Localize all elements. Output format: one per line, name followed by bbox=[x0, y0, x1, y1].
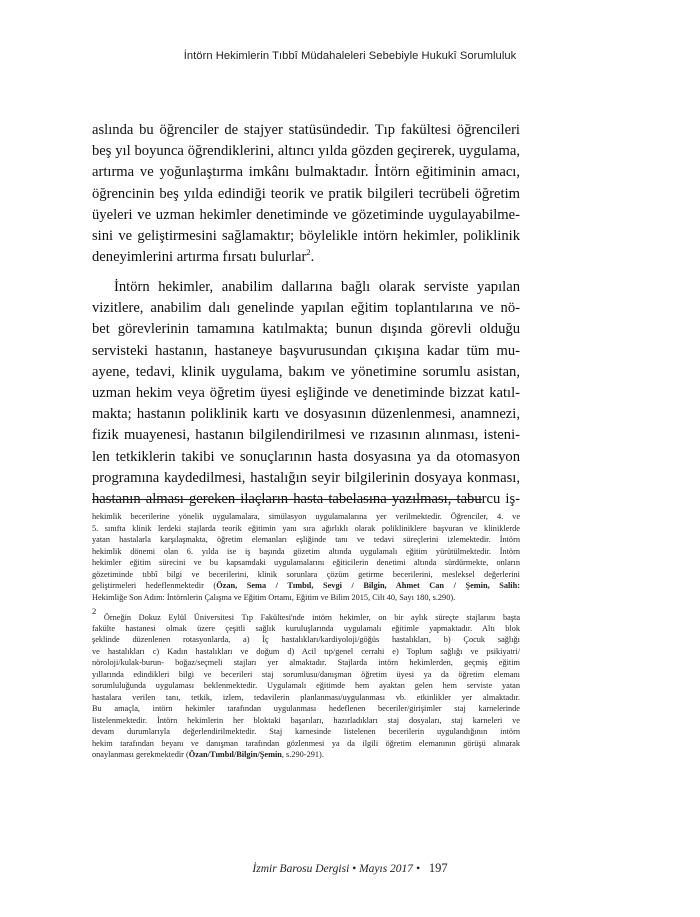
footnote-divider bbox=[92, 499, 482, 500]
footnote-line bbox=[92, 580, 520, 592]
footnote-line: Hekimliğe Son Adım: İntörnlerin Çalışma ve Eğitim Ortamı, Eğitim ve Bilim 2015, Cilt 40, Sayı 180, s.290). bbox=[92, 592, 456, 602]
issue-date: Mayıs 2017 bbox=[359, 863, 414, 875]
footnote-line: hekimlik dönemi olan 6. yılda ise iş başında gözetim altında uygulamalı eğitim yürütülmektedir. İntörn bbox=[92, 546, 520, 556]
text-line: fizik muayenesi, hastanın bilgilendirilmesi ve rızasının alınması, isteni- bbox=[92, 427, 520, 444]
footnote-line: yıllarında edindikleri bilgi ve becerileri staj sorumlusu/danışman öğretim üyesi ya da öğretim elemanı bbox=[92, 669, 520, 679]
footnote-1-continuation bbox=[92, 511, 520, 603]
footnote-line: hekimler eğitim sürecini ve bu kapsamdaki uygulamalarını eğiticilerin denetimi altında sürdürmekte, onların bbox=[92, 558, 520, 567]
footnote-line: hekimlik becerilerine yönelik uygulamalara, simülasyon uygulamalarına yer verilmektedir. Öğrenciler, 4. ve bbox=[92, 512, 520, 521]
text-line: aslında bu öğrenciler de stajyer statüsündedir. Tıp fakültesi öğrencileri bbox=[92, 122, 520, 138]
footnote-line: Bu amaçla, intörn hekimler tarafından uygulanması hedeflenen beceriler/girişimler staj karnelerinde bbox=[92, 704, 520, 713]
citation-authors: Özan/Tımbıl/Bilgin/Şemin bbox=[188, 750, 282, 759]
footnote-line: sorumluluğunda uygulaması beklenmektedir. Uygulamalı eğitimde hem ayaktan gelen hem serviste yatan bbox=[92, 681, 520, 690]
footnote-number: 2 bbox=[92, 606, 97, 616]
footnote-line: 5. sınıfta klinik lerdeki stajlarda teorik eğitimin yanı sıra ağırlıklı olarak polikliniklere başvuran ve kliniklerde bbox=[92, 523, 520, 533]
footnote-text: Örneğin Dokuz Eylül Üniversitesi Tıp Fakültesi'nde intörn hekimler, on bir aylık süreçte stajlarını başta bbox=[103, 613, 520, 622]
footnote-line: devam durumlarıyla değerlendirilmektedir. Staj karnesinde listelenen becerilerin uygulandığının intörn bbox=[92, 727, 520, 736]
footnote-text: geliştirmeleri hedeflenmektedir ( bbox=[92, 581, 217, 590]
footnote-line: gözetiminde tıbbî bilgi ve becerilerini, klinik sorunlara çözüm getirme becerilerini, mesleksel değerlerini bbox=[92, 569, 520, 579]
footnote-line: nöroloji/kulak-burun- boğaz/seçmeli stajları yer almaktadır. Stajlarda intörn hekimlerden, geçmiş eğitim bbox=[92, 658, 520, 667]
separator-bullet: • bbox=[352, 863, 357, 875]
text-line: uzman hekim veya öğretim üyesi eşliğinde ve denetiminde bizzat katıl- bbox=[92, 384, 520, 401]
citation-authors: Özan, Sema / Tımbıl, Sevgi / Bilgin, Ahmet Can / Şemin, Salih: bbox=[216, 581, 520, 590]
text-line: servisteki hastanın, hastaneye başvurusundan çıkışına kadar tüm mu- bbox=[92, 342, 520, 359]
footnote-ref[interactable]: 2 bbox=[306, 247, 311, 258]
text-line: öğrencinin beş yılda edindiği teorik ve pratik bilgileri tecrübeli öğretim bbox=[92, 185, 520, 202]
footnote-line bbox=[92, 749, 520, 761]
footnote-2 bbox=[92, 606, 520, 761]
text-line: İntörn hekimler, anabilim dallarına bağlı olarak serviste yapılan bbox=[114, 279, 520, 295]
footnote-line: şeklinde düzenlenen rotasyonlarda, a) İç hastalıkları/kardiyoloji/göğüs hastalıkları, b) Çocuk sağlığı bbox=[92, 635, 520, 644]
text-line bbox=[92, 247, 520, 268]
text-line: sini ve geliştirmesini sağlamaktır; böylelikle intörn hekimler, poliklinik bbox=[92, 227, 520, 244]
text-line: beş yıl boyunca öğrendiklerini, altıncı yılda gözden geçirerek, uygulama, bbox=[92, 143, 520, 160]
text-line: vizitlere, anabilim dalı genelinde yapılan eğitim toplantılarına ve nö- bbox=[92, 300, 520, 317]
footnote-text: onaylanması gerekmektedir ( bbox=[92, 750, 189, 759]
text-line: bet görevlerinin tamamına katılmakta; bunun dışında görevli olduğu bbox=[92, 321, 520, 338]
separator-bullet: • bbox=[415, 863, 420, 875]
running-head: İntörn Hekimlerin Tıbbî Müdahaleleri Sebebiyle Hukukî Sorumluluk bbox=[183, 50, 517, 62]
text-line: hastanın alması gereken ilaçların hasta tabelasına yazılması, taburcu iş- bbox=[92, 490, 520, 507]
journal-name: İzmir Barosu Dergisi bbox=[252, 863, 350, 875]
footnote-line: listelenmektedir. İntörn hekimlerin her bloktaki başarıları, hazırladıkları staj dosyaları, staj karneleri ve bbox=[92, 715, 520, 725]
text-line: artırma ve yoğunlaştırma imkânı bulmaktadır. İntörn eğitiminin amacı, bbox=[92, 164, 520, 181]
footnote-line: yatan hastalarla karşılaşmakta, öğretim elemanları eşliğinde tanı ve tedavi süreçlerini izlemektedir. İntörn bbox=[92, 535, 520, 544]
paragraph-1 bbox=[92, 120, 520, 268]
footnote-line: ve hastalıkları c) Kadın hastalıkları ve doğum d) Acil tıp/genel cerrahi e) Toplum sağlığı ve psikiyatri/ bbox=[92, 646, 520, 656]
citation-pages: , s.290-291). bbox=[281, 750, 324, 759]
footnote-line: fakülte hastanesi olmak üzere çeşitli sağlık kuruluşlarında uygulamalı eğitimle yapmaktadır. Altı blok bbox=[92, 623, 520, 633]
footnote-line: hekim tarafından beyanı ve danışman tarafından gözlenmesi ya da ilgili öğretim elemanının görüşü alınarak bbox=[92, 738, 520, 748]
page-number: 197 bbox=[428, 861, 448, 875]
page-footer bbox=[200, 861, 500, 876]
text-line: len tetkiklerin takibi ve sonuçlarının hasta dosyasına ya da otomasyon bbox=[92, 448, 520, 465]
text-line: ayene, tedavi, klinik uygulama, bakım ve yönetimine sorumlu asistan, bbox=[92, 363, 520, 380]
footnote-line bbox=[92, 606, 520, 623]
footnote-line: hastalara verilen tanı, tetkik, izlem, tedavilerin planlanması/uygulanması vb. etkinlikler yer almaktadır. bbox=[92, 692, 520, 702]
paragraph-2 bbox=[92, 277, 520, 510]
text-line: üyeleri ve uzman hekimler denetiminde ve gözetiminde uygulayabilme- bbox=[92, 206, 520, 223]
footnotes bbox=[92, 511, 520, 761]
text-line-content: deneyimlerini artırma fırsatı bulurlar bbox=[92, 249, 307, 266]
sentence-end: . bbox=[310, 249, 315, 266]
text-line: makta; hastanın poliklinik kartı ve dosyasının düzenlenmesi, anamnezi, bbox=[92, 406, 520, 423]
text-line: programına kaydedilmesi, hastalığın seyir bilgilerinin dosyaya konması, bbox=[92, 469, 520, 486]
